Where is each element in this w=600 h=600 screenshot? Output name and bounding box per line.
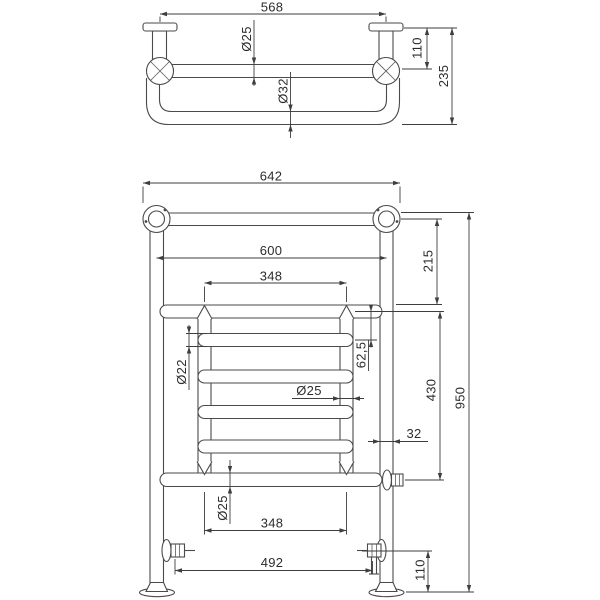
front-view xyxy=(140,169,475,597)
dim-text-dia25-bottom: Ø25 xyxy=(215,495,230,521)
top-view xyxy=(143,0,457,138)
left-valve xyxy=(162,540,195,562)
dim-text-110-top: 110 xyxy=(409,37,425,59)
right-rose-screw xyxy=(377,209,380,212)
right-rose-screw-2 xyxy=(396,220,399,223)
dim-mid-to-bottom-rail xyxy=(405,312,444,481)
dim-text-32: 32 xyxy=(406,426,422,441)
right-outer-tube xyxy=(380,230,393,583)
right-valve-body xyxy=(368,544,382,557)
dim-text-348-bottom: 348 xyxy=(260,515,284,531)
left-rose-screw xyxy=(164,209,167,212)
dim-tube-centres xyxy=(157,243,387,260)
dim-top-overall-width xyxy=(160,0,386,22)
left-valve-body xyxy=(171,544,185,557)
dim-text-348-top: 348 xyxy=(259,268,283,284)
loop-tube-outer-edge xyxy=(147,78,400,125)
dim-valve-centres xyxy=(175,555,373,575)
right-wall-plate xyxy=(369,23,403,31)
dim-loop-tube-diameter xyxy=(276,72,293,138)
top-rail xyxy=(147,213,396,226)
dim-text-235: 235 xyxy=(436,64,451,88)
dim-text-dia25-mid: Ø25 xyxy=(296,383,322,398)
left-rail-ball-end xyxy=(149,211,165,227)
dim-outer-tube-width xyxy=(368,426,428,444)
dim-text-430: 430 xyxy=(423,378,439,402)
dim-text-950: 950 xyxy=(452,386,468,410)
towel-rung-2 xyxy=(198,370,353,383)
right-rail-ball-end xyxy=(379,211,395,227)
dim-text-215: 215 xyxy=(420,249,436,273)
dim-text-600: 600 xyxy=(259,243,283,258)
dim-inner-tube-centres-top xyxy=(205,269,347,303)
towel-rung-3 xyxy=(198,406,353,419)
dim-bottom-rail-diameter xyxy=(215,460,232,524)
right-foot-flare xyxy=(376,583,398,592)
left-valve-flange xyxy=(162,540,171,562)
left-wall-plate xyxy=(143,23,177,31)
towel-rung-4 xyxy=(198,440,353,453)
left-outer-tube xyxy=(150,230,164,583)
dim-text-642: 642 xyxy=(259,168,283,184)
air-vent-flange xyxy=(383,470,392,490)
dim-front-overall-width xyxy=(143,169,400,204)
left-foot-flare xyxy=(146,583,168,592)
dim-text-dia25-top: Ø25 xyxy=(239,26,254,52)
right-bracket-stem xyxy=(379,31,393,59)
dim-text-dia32: Ø32 xyxy=(275,78,291,104)
left-rose-screw-2 xyxy=(145,220,148,223)
bottom-rail xyxy=(160,473,382,487)
loop-tube-inner-edge xyxy=(160,82,387,112)
dim-top-rail-diameter xyxy=(239,20,256,86)
dim-top-wall-to-rail xyxy=(402,28,457,69)
left-bracket-stem xyxy=(153,31,167,59)
air-vent-nut xyxy=(392,474,404,486)
dim-text-568: 568 xyxy=(260,0,284,15)
right-foot xyxy=(369,583,404,597)
dim-text-dia22: Ø22 xyxy=(174,359,189,385)
dim-text-110-bottom: 110 xyxy=(412,559,428,581)
left-foot xyxy=(140,583,175,597)
dim-text-492: 492 xyxy=(260,555,284,570)
dim-text-62-5: 62,5 xyxy=(353,341,369,369)
towel-rung-1 xyxy=(198,334,353,347)
dim-top-drop xyxy=(396,219,442,305)
